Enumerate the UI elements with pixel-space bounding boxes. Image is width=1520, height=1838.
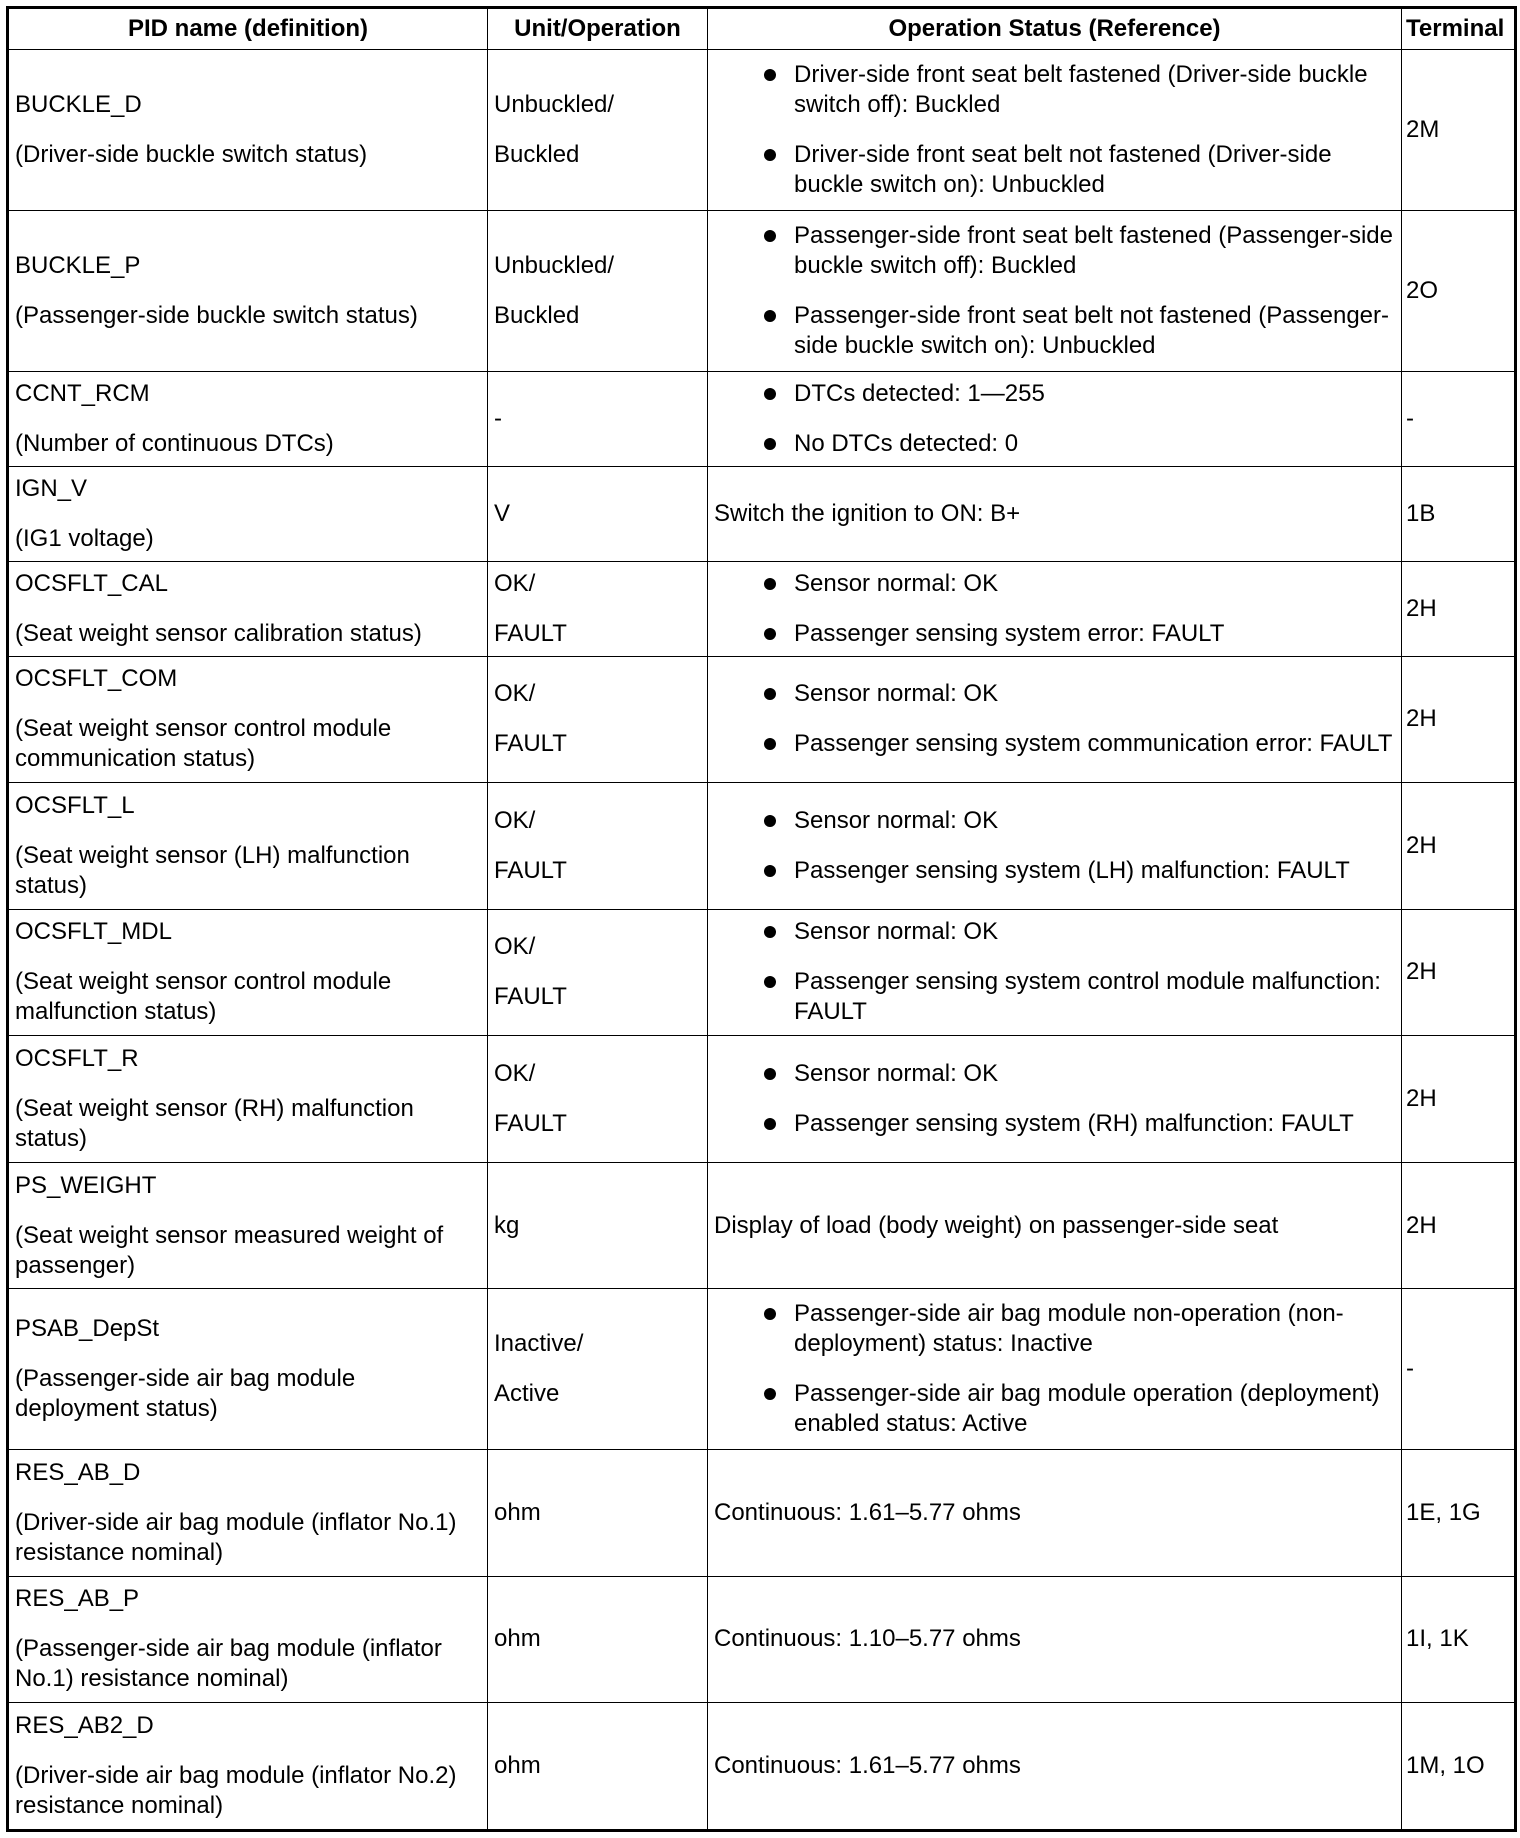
terminal-cell: 1B (1402, 467, 1516, 562)
bullet-icon (764, 388, 776, 400)
pid-stack (15, 1458, 481, 1568)
status-item (714, 301, 1395, 361)
pid-cell (8, 210, 488, 371)
unit-value: Unbuckled/ (494, 90, 615, 118)
bullet-icon (764, 688, 776, 700)
pid-name: RES_AB_P (15, 1585, 140, 1613)
unit-stack (494, 1624, 701, 1654)
status-list (714, 569, 1395, 649)
unit-value: ohm (494, 1498, 541, 1526)
status-item (714, 729, 1395, 759)
pid-stack (15, 251, 481, 331)
status-text: Switch the ignition to ON: B+ (714, 500, 1021, 528)
unit-stack (494, 569, 701, 649)
status-text: Sensor normal: OK (794, 569, 999, 597)
status-cell (708, 909, 1402, 1036)
pid-definition: (IG1 voltage) (15, 525, 154, 553)
pid-definition: (Seat weight sensor control module malfunction status) (15, 968, 392, 1026)
pid-stack (15, 1584, 481, 1694)
pid-stack (15, 1314, 481, 1424)
unit-stack (494, 679, 701, 759)
unit-cell (488, 1703, 708, 1831)
bullet-icon (764, 628, 776, 640)
pid-definition: (Passenger-side buckle switch status) (15, 301, 418, 329)
pid-stack (15, 379, 481, 459)
table-row (8, 783, 1516, 910)
terminal-cell: 2H (1402, 1162, 1516, 1289)
pid-cell (8, 909, 488, 1036)
unit-value: OK/ (494, 806, 536, 834)
status-list (714, 806, 1395, 886)
status-item (714, 806, 1395, 836)
unit-value: ohm (494, 1625, 541, 1653)
table-row (8, 1576, 1516, 1703)
status-item (714, 917, 1395, 947)
unit-stack (494, 1498, 701, 1528)
table-body (8, 50, 1516, 1831)
unit-value: ohm (494, 1752, 541, 1780)
unit-value: OK/ (494, 569, 536, 597)
pid-cell (8, 656, 488, 783)
pid-stack (15, 664, 481, 774)
unit-cell (488, 656, 708, 783)
pid-cell (8, 1162, 488, 1289)
unit-stack (494, 1329, 701, 1409)
terminal-cell: 2H (1402, 909, 1516, 1036)
pid-cell (8, 1036, 488, 1163)
unit-stack (494, 1211, 701, 1241)
bullet-icon (764, 738, 776, 750)
table-row (8, 1450, 1516, 1577)
unit-cell (488, 1162, 708, 1289)
unit-value: OK/ (494, 1060, 536, 1088)
unit-value: FAULT (494, 619, 567, 647)
pid-stack (15, 1044, 481, 1154)
bullet-icon (764, 976, 776, 988)
unit-cell (488, 1576, 708, 1703)
status-item (714, 1059, 1395, 1089)
unit-value: FAULT (494, 730, 567, 758)
bullet-icon (764, 149, 776, 161)
bullet-icon (764, 69, 776, 81)
status-item (714, 1109, 1395, 1139)
status-list (714, 1299, 1395, 1439)
status-cell (708, 1703, 1402, 1831)
terminal-cell: - (1402, 1289, 1516, 1450)
status-text: No DTCs detected: 0 (794, 429, 1019, 457)
unit-cell (488, 783, 708, 910)
status-cell (708, 1289, 1402, 1450)
bullet-icon (764, 578, 776, 590)
status-text: Continuous: 1.61–5.77 ohms (714, 1752, 1021, 1780)
pid-name: PSAB_DepSt (15, 1315, 160, 1343)
unit-cell (488, 1289, 708, 1450)
status-item (714, 856, 1395, 886)
table-row (8, 1036, 1516, 1163)
pid-cell (8, 561, 488, 656)
unit-cell (488, 50, 708, 211)
pid-stack (15, 791, 481, 901)
status-text: Passenger sensing system communication error: FAULT (794, 730, 1393, 758)
pid-definition: (Seat weight sensor (RH) malfunction status) (15, 1095, 414, 1153)
status-item (714, 569, 1395, 599)
unit-stack (494, 90, 701, 170)
unit-value: FAULT (494, 1110, 567, 1138)
unit-cell (488, 210, 708, 371)
bullet-icon (764, 1118, 776, 1130)
status-item (714, 619, 1395, 649)
terminal-cell: 2H (1402, 783, 1516, 910)
pid-definition: (Driver-side air bag module (inflator No.1) resistance nominal) (15, 1508, 457, 1566)
pid-definition: (Seat weight sensor calibration status) (15, 619, 422, 647)
unit-value: Buckled (494, 140, 580, 168)
pid-cell (8, 467, 488, 562)
status-list (714, 917, 1395, 1027)
header-pid: PID name (definition) (8, 8, 488, 50)
status-cell (708, 561, 1402, 656)
pid-definition: (Number of continuous DTCs) (15, 429, 334, 457)
pid-name: OCSFLT_COM (15, 665, 178, 693)
unit-cell (488, 561, 708, 656)
unit-cell (488, 909, 708, 1036)
bullet-icon (764, 230, 776, 242)
pid-name: OCSFLT_L (15, 791, 135, 819)
status-list (714, 60, 1395, 200)
status-text: Passenger sensing system (RH) malfunction: FAULT (794, 1110, 1354, 1138)
pid-definition: (Seat weight sensor measured weight of passenger) (15, 1221, 444, 1279)
terminal-cell: 2H (1402, 656, 1516, 783)
pid-name: RES_AB_D (15, 1458, 141, 1486)
table-row (8, 371, 1516, 467)
unit-cell (488, 371, 708, 467)
status-item (714, 679, 1395, 709)
table-row (8, 50, 1516, 211)
status-list (714, 379, 1395, 459)
unit-value: OK/ (494, 933, 536, 961)
bullet-icon (764, 1388, 776, 1400)
terminal-cell: 2O (1402, 210, 1516, 371)
pid-cell (8, 1703, 488, 1831)
table-row (8, 1703, 1516, 1831)
unit-cell (488, 467, 708, 562)
header-unit: Unit/Operation (488, 8, 708, 50)
pid-definition: (Passenger-side air bag module (inflator No.1) resistance nominal) (15, 1635, 442, 1693)
pid-name: OCSFLT_MDL (15, 918, 172, 946)
table-row (8, 561, 1516, 656)
bullet-icon (764, 1308, 776, 1320)
status-text: Display of load (body weight) on passenger-side seat (714, 1211, 1279, 1239)
status-text: Sensor normal: OK (794, 806, 999, 834)
terminal-cell: - (1402, 371, 1516, 467)
status-text: Sensor normal: OK (794, 1060, 999, 1088)
pid-cell (8, 371, 488, 467)
bullet-icon (764, 438, 776, 450)
pid-definition: (Seat weight sensor (LH) malfunction status) (15, 841, 410, 899)
pid-name: CCNT_RCM (15, 379, 150, 407)
status-item (714, 140, 1395, 200)
unit-value: V (494, 500, 511, 528)
pid-cell (8, 1450, 488, 1577)
status-item (714, 967, 1395, 1027)
status-item (714, 429, 1395, 459)
status-cell (708, 783, 1402, 910)
unit-value: OK/ (494, 680, 536, 708)
unit-stack (494, 404, 701, 434)
pid-name: PS_WEIGHT (15, 1171, 157, 1199)
bullet-icon (764, 310, 776, 322)
status-cell (708, 656, 1402, 783)
bullet-icon (764, 926, 776, 938)
status-list (714, 679, 1395, 759)
status-text: DTCs detected: 1—255 (794, 379, 1045, 407)
status-list (714, 221, 1395, 361)
status-text: Passenger-side front seat belt not fastened (Passenger-side buckle switch on): Unbuckled (794, 301, 1390, 359)
pid-name: IGN_V (15, 475, 88, 503)
pid-name: BUCKLE_P (15, 251, 141, 279)
status-cell (708, 1576, 1402, 1703)
pid-stack (15, 474, 481, 554)
terminal-cell: 2H (1402, 561, 1516, 656)
terminal-cell: 2H (1402, 1036, 1516, 1163)
status-cell (708, 210, 1402, 371)
unit-value: Inactive/ (494, 1330, 584, 1358)
status-text: Passenger sensing system error: FAULT (794, 619, 1225, 647)
status-text: Passenger-side air bag module operation (deployment) enabled status: Active (794, 1380, 1380, 1438)
pid-stack (15, 90, 481, 170)
status-cell (708, 371, 1402, 467)
pid-table (6, 6, 1517, 1832)
status-text: Sensor normal: OK (794, 680, 999, 708)
pid-definition: (Driver-side air bag module (inflator No.2) resistance nominal) (15, 1762, 457, 1820)
table-row (8, 1162, 1516, 1289)
status-cell (708, 467, 1402, 562)
terminal-cell: 1E, 1G (1402, 1450, 1516, 1577)
pid-stack (15, 917, 481, 1027)
table-row (8, 656, 1516, 783)
unit-stack (494, 932, 701, 1012)
pid-name: OCSFLT_R (15, 1045, 139, 1073)
header-terminal: Terminal (1402, 8, 1516, 50)
unit-stack (494, 806, 701, 886)
pid-stack (15, 1711, 481, 1821)
pid-cell (8, 50, 488, 211)
unit-value: FAULT (494, 856, 567, 884)
bullet-icon (764, 815, 776, 827)
status-text: Passenger sensing system (LH) malfunction: FAULT (794, 856, 1350, 884)
unit-value: Unbuckled/ (494, 251, 615, 279)
unit-cell (488, 1450, 708, 1577)
status-cell (708, 1162, 1402, 1289)
pid-cell (8, 1576, 488, 1703)
status-text: Passenger-side air bag module non-operation (non-deployment) status: Inactive (794, 1300, 1344, 1358)
unit-stack (494, 1751, 701, 1781)
status-list (714, 1059, 1395, 1139)
header-row (8, 8, 1516, 50)
status-text: Driver-side front seat belt not fastened (Driver-side buckle switch on): Unbuckled (794, 140, 1332, 198)
terminal-cell: 1I, 1K (1402, 1576, 1516, 1703)
status-item (714, 379, 1395, 409)
terminal-cell: 2M (1402, 50, 1516, 211)
unit-cell (488, 1036, 708, 1163)
unit-value: - (494, 404, 502, 432)
status-item (714, 60, 1395, 120)
status-cell (708, 50, 1402, 211)
pid-name: BUCKLE_D (15, 90, 142, 118)
pid-definition: (Seat weight sensor control module communication status) (15, 715, 392, 773)
status-text: Sensor normal: OK (794, 918, 999, 946)
table-row (8, 909, 1516, 1036)
unit-stack (494, 1059, 701, 1139)
unit-value: FAULT (494, 983, 567, 1011)
pid-definition: (Driver-side buckle switch status) (15, 140, 368, 168)
bullet-icon (764, 865, 776, 877)
status-text: Continuous: 1.61–5.77 ohms (714, 1498, 1021, 1526)
unit-value: Buckled (494, 301, 580, 329)
bullet-icon (764, 1068, 776, 1080)
status-item (714, 1299, 1395, 1359)
unit-stack (494, 499, 701, 529)
unit-value: kg (494, 1211, 520, 1239)
table-row (8, 1289, 1516, 1450)
status-text: Passenger-side front seat belt fastened (Passenger-side buckle switch off): Buckled (794, 221, 1394, 279)
status-item (714, 221, 1395, 281)
pid-definition: (Passenger-side air bag module deployment status) (15, 1365, 356, 1423)
status-text: Driver-side front seat belt fastened (Driver-side buckle switch off): Buckled (794, 60, 1368, 118)
status-item (714, 1379, 1395, 1439)
status-cell (708, 1036, 1402, 1163)
pid-name: OCSFLT_CAL (15, 569, 168, 597)
pid-stack (15, 569, 481, 649)
terminal-cell: 1M, 1O (1402, 1703, 1516, 1831)
table-row (8, 210, 1516, 371)
status-cell (708, 1450, 1402, 1577)
status-text: Continuous: 1.10–5.77 ohms (714, 1625, 1021, 1653)
unit-value: Active (494, 1380, 560, 1408)
pid-name: RES_AB2_D (15, 1712, 154, 1740)
pid-stack (15, 1171, 481, 1281)
pid-cell (8, 1289, 488, 1450)
header-status: Operation Status (Reference) (708, 8, 1402, 50)
unit-stack (494, 251, 701, 331)
status-text: Passenger sensing system control module malfunction: FAULT (794, 968, 1381, 1026)
pid-cell (8, 783, 488, 910)
table-row (8, 467, 1516, 562)
